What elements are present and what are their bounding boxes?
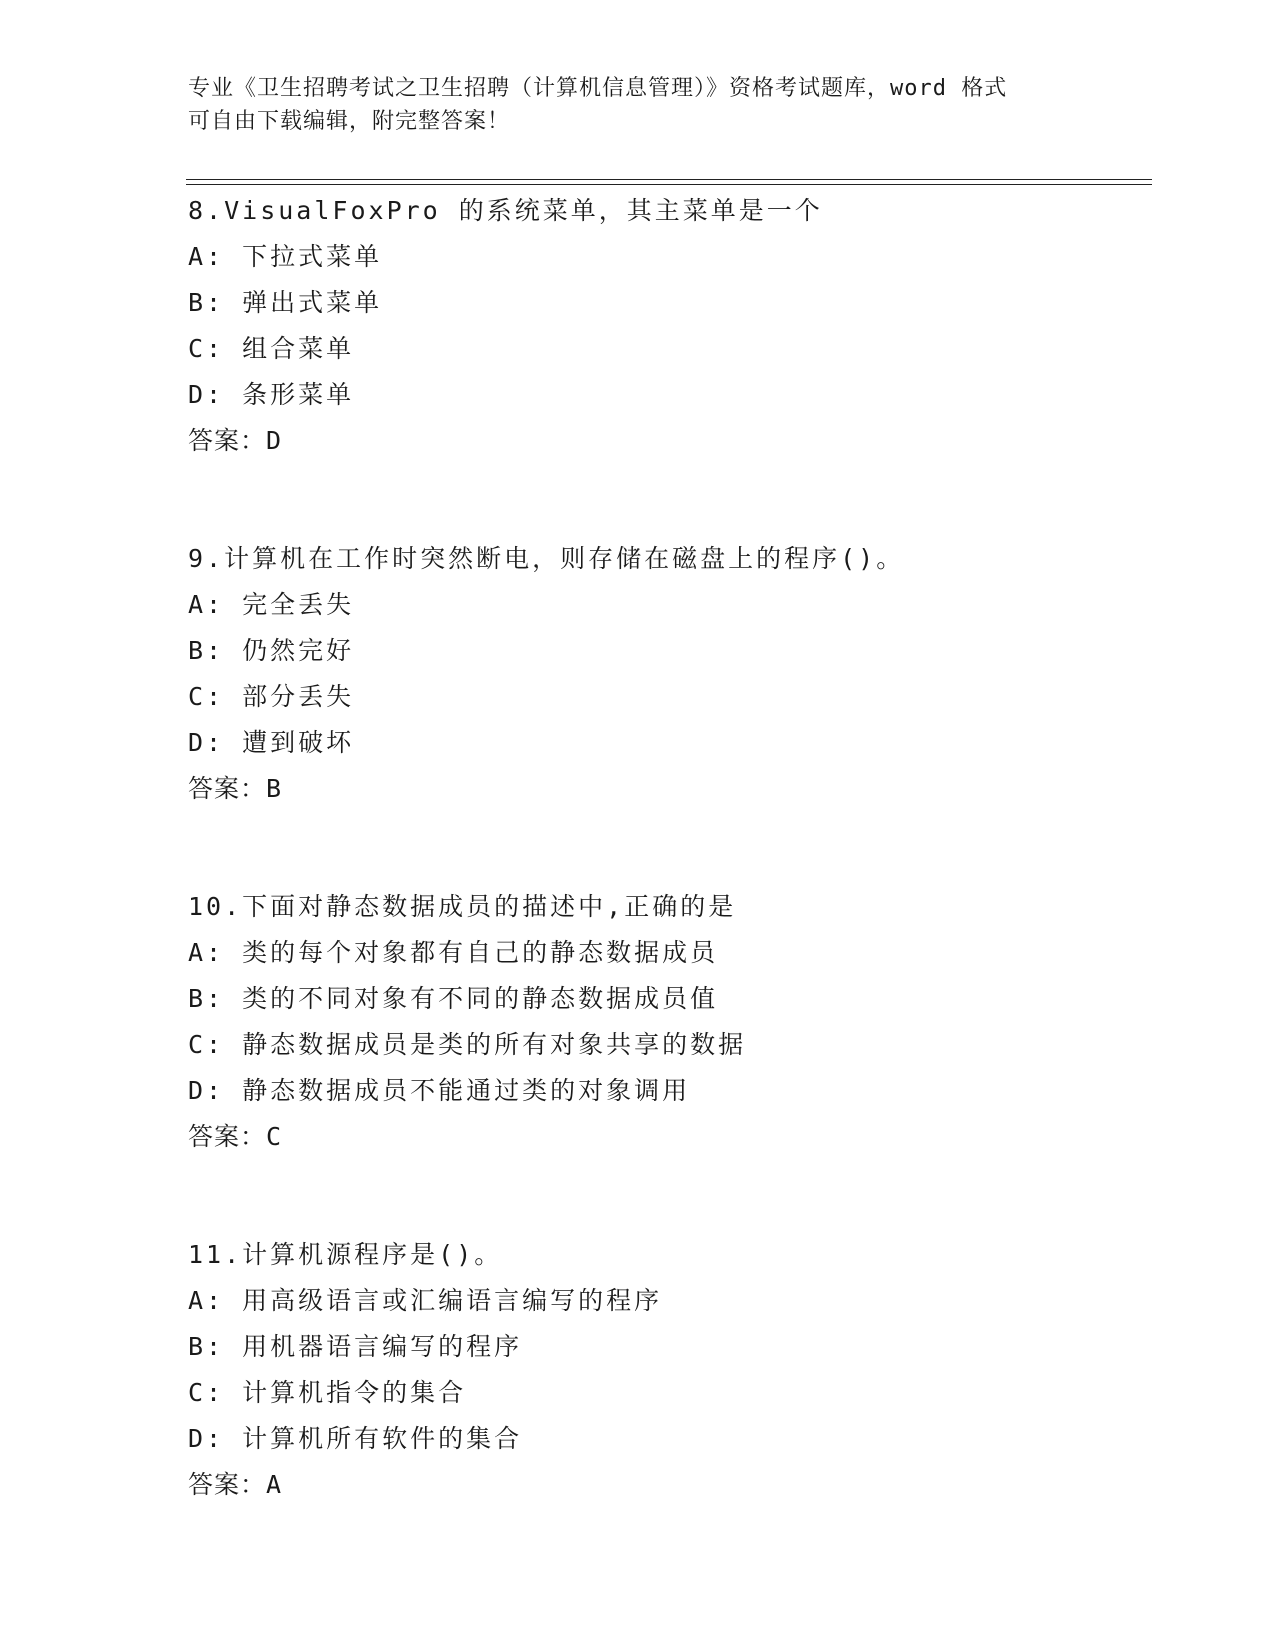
header-divider-bottom — [186, 184, 1152, 185]
question-stem: 8.VisualFoxPro 的系统菜单，其主菜单是一个 — [188, 196, 823, 225]
header-line-2: 可自由下载编辑，附完整答案！ — [188, 109, 511, 134]
option-c: C: 计算机指令的集合 — [188, 1378, 467, 1407]
answer: 答案：C — [188, 1122, 283, 1151]
question-item — [188, 884, 1148, 1160]
header-divider-top — [186, 179, 1152, 180]
option-c: C: 组合菜单 — [188, 334, 355, 363]
option-c: C: 部分丢失 — [188, 682, 355, 711]
option-b: B: 弹出式菜单 — [188, 288, 383, 317]
question-list — [188, 188, 1148, 1580]
option-a: A: 用高级语言或汇编语言编写的程序 — [188, 1286, 663, 1315]
option-b: B: 仍然完好 — [188, 636, 355, 665]
question-item — [188, 536, 1148, 812]
option-b: B: 用机器语言编写的程序 — [188, 1332, 523, 1361]
question-item — [188, 188, 1148, 464]
answer: 答案：B — [188, 774, 283, 803]
option-d: D: 静态数据成员不能通过类的对象调用 — [188, 1076, 691, 1105]
answer: 答案：D — [188, 426, 283, 455]
option-d: D: 计算机所有软件的集合 — [188, 1424, 523, 1453]
option-d: D: 遭到破坏 — [188, 728, 355, 757]
option-b: B: 类的不同对象有不同的静态数据成员值 — [188, 984, 719, 1013]
question-item — [188, 1232, 1148, 1508]
question-stem: 11.计算机源程序是()。 — [188, 1240, 503, 1269]
option-d: D: 条形菜单 — [188, 380, 355, 409]
option-c: C: 静态数据成员是类的所有对象共享的数据 — [188, 1030, 747, 1059]
option-a: A: 完全丢失 — [188, 590, 355, 619]
option-a: A: 下拉式菜单 — [188, 242, 383, 271]
header-line-1: 专业《卫生招聘考试之卫生招聘（计算机信息管理）》资格考试题库，word 格式 — [188, 76, 1008, 101]
option-a: A: 类的每个对象都有自己的静态数据成员 — [188, 938, 719, 967]
answer: 答案：A — [188, 1470, 283, 1499]
document-header — [188, 72, 1088, 138]
question-stem: 10.下面对静态数据成员的描述中,正确的是 — [188, 892, 737, 921]
question-stem: 9.计算机在工作时突然断电，则存储在磁盘上的程序()。 — [188, 544, 905, 573]
